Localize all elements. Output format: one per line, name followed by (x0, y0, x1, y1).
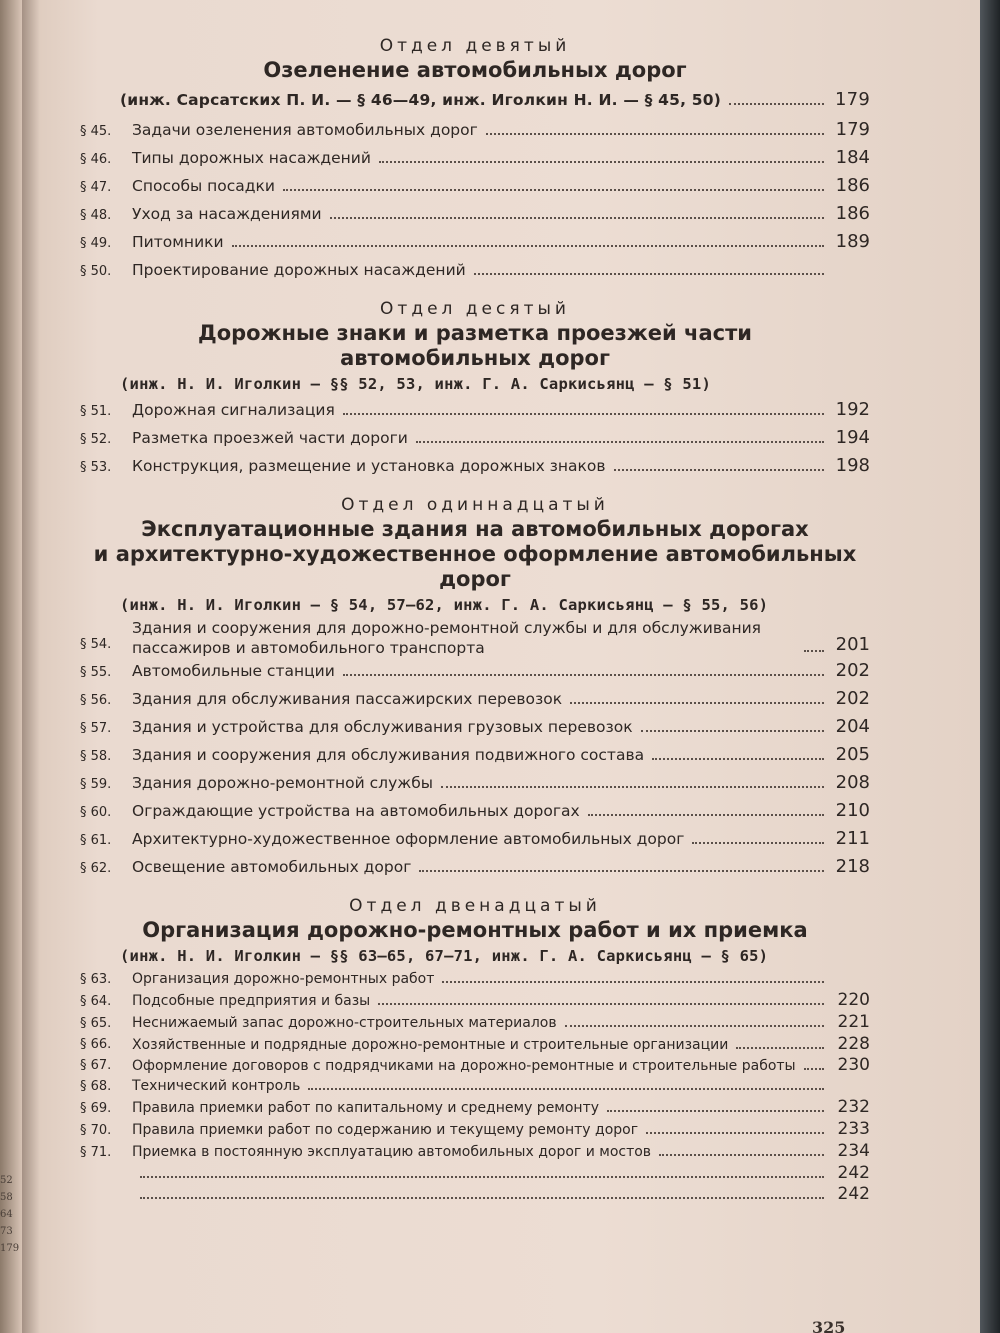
paragraph-number: § 62. (80, 861, 112, 876)
section-title: Озеленение автомобильных дорог (263, 58, 687, 82)
page-number: 198 (835, 455, 870, 476)
leader-dots (474, 273, 824, 275)
page-number: 179 (835, 89, 870, 110)
left-page-numbers (0, 1172, 22, 1257)
leader-dots (646, 1132, 824, 1134)
leader-dots (652, 758, 824, 760)
leader-dots (283, 189, 824, 191)
leader-dots (565, 1025, 824, 1027)
entry-title: Здания и сооружения для дорожно-ремонтной службы и для обслуживания пассажиров и автомобильного транспорта (132, 619, 761, 657)
entry-title: Технический контроль (132, 1078, 301, 1094)
leader-dots (419, 870, 824, 872)
page-number: 189 (835, 231, 870, 252)
toc-entry (80, 798, 870, 826)
page-number: 234 (837, 1141, 870, 1161)
page-number: 194 (835, 427, 870, 448)
leader-dots (343, 674, 824, 676)
toc-entry (80, 425, 870, 453)
section-label: Отдел одиннадцатый (341, 495, 609, 515)
page-number: 230 (837, 1055, 870, 1075)
toc-entry (80, 117, 870, 145)
page-number: 232 (837, 1097, 870, 1117)
page-number: 205 (835, 744, 870, 765)
entry-title: Разметка проезжей части дороги (132, 429, 408, 447)
book-cover-edge (980, 0, 1000, 1333)
entry-title: Ограждающие устройства на автомобильных дорогах (132, 802, 580, 820)
paragraph-number: § 50. (80, 264, 112, 279)
paragraph-number: § 45. (80, 124, 112, 139)
entry-title: Питомники (132, 233, 224, 251)
section-authors: (инж. Н. И. Иголкин — §§ 52, 53, инж. Г. А. Саркисьянц — § 51) (120, 375, 711, 393)
page-gutter-shadow (22, 0, 40, 1333)
toc-entry (80, 397, 870, 425)
page-number: 179 (835, 119, 870, 140)
toc-entry (80, 1119, 870, 1141)
entry-list (80, 117, 870, 285)
edge-number: 179 (0, 1243, 20, 1254)
toc-entry (80, 145, 870, 173)
toc-entry (80, 173, 870, 201)
toc-entry (80, 714, 870, 742)
paragraph-number: § 58. (80, 749, 112, 764)
section-title: и архитектурно-художественное оформление автомобильных (93, 542, 857, 566)
entry-list (80, 618, 870, 882)
page-number: 202 (835, 660, 870, 681)
section-title: Дорожные знаки и разметка проезжей части (198, 321, 752, 345)
leader-dots (570, 702, 824, 704)
leader-dots (736, 1047, 824, 1049)
paragraph-number: § 64. (80, 994, 112, 1009)
paragraph-number: § 59. (80, 777, 112, 792)
paragraph-number: § 63. (80, 972, 112, 987)
toc-entry (80, 770, 870, 798)
paragraph-number: § 66. (80, 1037, 112, 1052)
entry-title: Конструкция, размещение и установка дорожных знаков (132, 457, 606, 475)
section-authors: (инж. Н. И. Иголкин — §§ 63—65, 67—71, инж. Г. А. Саркисьянц — § 65) (120, 947, 769, 965)
edge-number: 64 (0, 1209, 13, 1220)
toc-entry (80, 618, 870, 658)
leader-dots (140, 1176, 824, 1178)
section-authors: (инж. Н. И. Иголкин — § 54, 57—62, инж. Г. А. Саркисьянц — § 55, 56) (120, 596, 769, 614)
edge-number: 58 (0, 1192, 13, 1203)
entry-list (80, 397, 870, 481)
paragraph-number: § 47. (80, 180, 112, 195)
toc-entry (80, 1076, 870, 1097)
toc-section (80, 299, 870, 481)
page-number: 201 (835, 634, 870, 655)
entry-title: Неснижаемый запас дорожно-строительных материалов (132, 1015, 557, 1031)
entry-title: Способы посадки (132, 177, 275, 195)
leader-dots (804, 1068, 824, 1070)
toc-entry (80, 854, 870, 882)
toc-section (80, 495, 870, 882)
page-number: 221 (837, 1012, 870, 1032)
page-number: 192 (835, 399, 870, 420)
section-title: автомобильных дорог (340, 346, 610, 370)
leader-dots (729, 103, 824, 105)
leader-dots (804, 650, 824, 652)
paragraph-number: § 65. (80, 1016, 112, 1031)
entry-title: Автомобильные станции (132, 662, 335, 680)
leader-dots (614, 469, 824, 471)
paragraph-number: § 70. (80, 1123, 112, 1138)
entry-title: Здания и сооружения для обслуживания подвижного состава (132, 746, 645, 764)
leader-dots (232, 245, 824, 247)
page-number: 242 (837, 1184, 870, 1204)
entry-title: Приемка в постоянную эксплуатацию автомобильных дорог и мостов (132, 1144, 652, 1160)
toc-entry (80, 1184, 870, 1205)
entry-title: Освещение автомобильных дорог (132, 858, 412, 876)
page-number: 208 (835, 772, 870, 793)
left-page-edge (0, 0, 22, 1333)
entry-title: Организация дорожно-ремонтных работ (132, 971, 435, 987)
paragraph-number: § 61. (80, 833, 112, 848)
paragraph-number: § 49. (80, 236, 112, 251)
leader-dots (486, 133, 824, 135)
page-number: 186 (835, 175, 870, 196)
toc-entry (80, 1055, 870, 1076)
toc-entry (80, 686, 870, 714)
toc-entry (80, 1034, 870, 1055)
entry-title: Уход за насаждениями (132, 205, 322, 223)
leader-dots (343, 413, 824, 415)
toc-section (80, 36, 870, 285)
page-number: 184 (835, 147, 870, 168)
toc-entry (80, 826, 870, 854)
paragraph-number: § 71. (80, 1145, 112, 1160)
paragraph-number: § 46. (80, 152, 112, 167)
leader-dots (588, 814, 824, 816)
toc-section (80, 896, 870, 1205)
entry-title: Задачи озеленения автомобильных дорог (132, 121, 478, 139)
leader-dots (692, 842, 824, 844)
toc-entry (80, 1141, 870, 1163)
section-title: Эксплуатационные здания на автомобильных дорогах (141, 517, 809, 541)
leader-dots (659, 1154, 824, 1156)
paragraph-number: § 53. (80, 460, 112, 475)
entry-title: Правила приемки работ по содержанию и текущему ремонту дорог (132, 1122, 639, 1138)
page-number: 228 (837, 1034, 870, 1054)
section-authors (120, 87, 870, 113)
toc-entry (80, 742, 870, 770)
page-number: 220 (837, 990, 870, 1010)
toc-entry (80, 453, 870, 481)
entry-title: Проектирование дорожных насаждений (132, 261, 466, 279)
entry-title: Дорожная сигнализация (132, 401, 335, 419)
page-number: 242 (837, 1163, 870, 1183)
authors-text: (инж. Сарсатских П. И. — § 46—49, инж. Иголкин Н. И. — § 45, 50) (120, 91, 722, 109)
paragraph-number: § 56. (80, 693, 112, 708)
paragraph-number: § 55. (80, 665, 112, 680)
toc-entry (80, 969, 870, 990)
page-number: 210 (835, 800, 870, 821)
toc-entry (80, 229, 870, 257)
edge-number: 73 (0, 1226, 13, 1237)
paragraph-number: § 60. (80, 805, 112, 820)
toc-entry (80, 1012, 870, 1034)
toc-entry (80, 257, 870, 285)
entry-title: Здания для обслуживания пассажирских перевозок (132, 690, 563, 708)
entry-title: Здания и устройства для обслуживания грузовых перевозок (132, 718, 633, 736)
toc-entry (80, 201, 870, 229)
entry-title: Подсобные предприятия и базы (132, 993, 371, 1009)
paragraph-number: § 51. (80, 404, 112, 419)
leader-dots (607, 1110, 824, 1112)
toc-entry (80, 1097, 870, 1119)
entry-title: Типы дорожных насаждений (132, 149, 371, 167)
leader-dots (379, 161, 824, 163)
leader-dots (441, 786, 824, 788)
toc-entry (80, 990, 870, 1012)
entry-title: Правила приемки работ по капитальному и среднему ремонту (132, 1100, 600, 1116)
entry-list (80, 969, 870, 1205)
leader-dots (330, 217, 824, 219)
page-folio: 325 (812, 1318, 846, 1333)
page-number: 211 (835, 828, 870, 849)
entry-title: Архитектурно-художественное оформление автомобильных дорог (132, 830, 685, 848)
paragraph-number: § 68. (80, 1079, 112, 1094)
paragraph-number: § 69. (80, 1101, 112, 1116)
section-title: Организация дорожно-ремонтных работ и их приемка (142, 918, 808, 942)
page-number: 218 (835, 856, 870, 877)
toc-entry (80, 658, 870, 686)
page-number: 202 (835, 688, 870, 709)
section-label: Отдел двенадцатый (349, 896, 601, 916)
toc-entry (80, 1163, 870, 1184)
table-of-contents (80, 30, 870, 1219)
paragraph-number: § 54. (80, 637, 112, 652)
section-label: Отдел десятый (380, 299, 570, 319)
paragraph-number: § 67. (80, 1058, 112, 1073)
leader-dots (416, 441, 824, 443)
paragraph-number: § 48. (80, 208, 112, 223)
paragraph-number: § 57. (80, 721, 112, 736)
leader-dots (641, 730, 824, 732)
paragraph-number: § 52. (80, 432, 112, 447)
entry-title: Хозяйственные и подрядные дорожно-ремонтные и строительные организации (132, 1037, 729, 1053)
entry-title: Оформление договоров с подрядчиками на дорожно-ремонтные и строительные работы (132, 1058, 796, 1074)
page-number: 233 (837, 1119, 870, 1139)
section-title: дорог (439, 567, 511, 591)
page-number: 186 (835, 203, 870, 224)
edge-number: 52 (0, 1175, 13, 1186)
book-page (22, 0, 980, 1333)
page-number: 204 (835, 716, 870, 737)
leader-dots (140, 1197, 824, 1199)
entry-title: Здания дорожно-ремонтной службы (132, 774, 434, 792)
leader-dots (378, 1003, 824, 1005)
leader-dots (442, 981, 824, 983)
section-label: Отдел девятый (379, 36, 571, 56)
leader-dots (308, 1088, 824, 1090)
